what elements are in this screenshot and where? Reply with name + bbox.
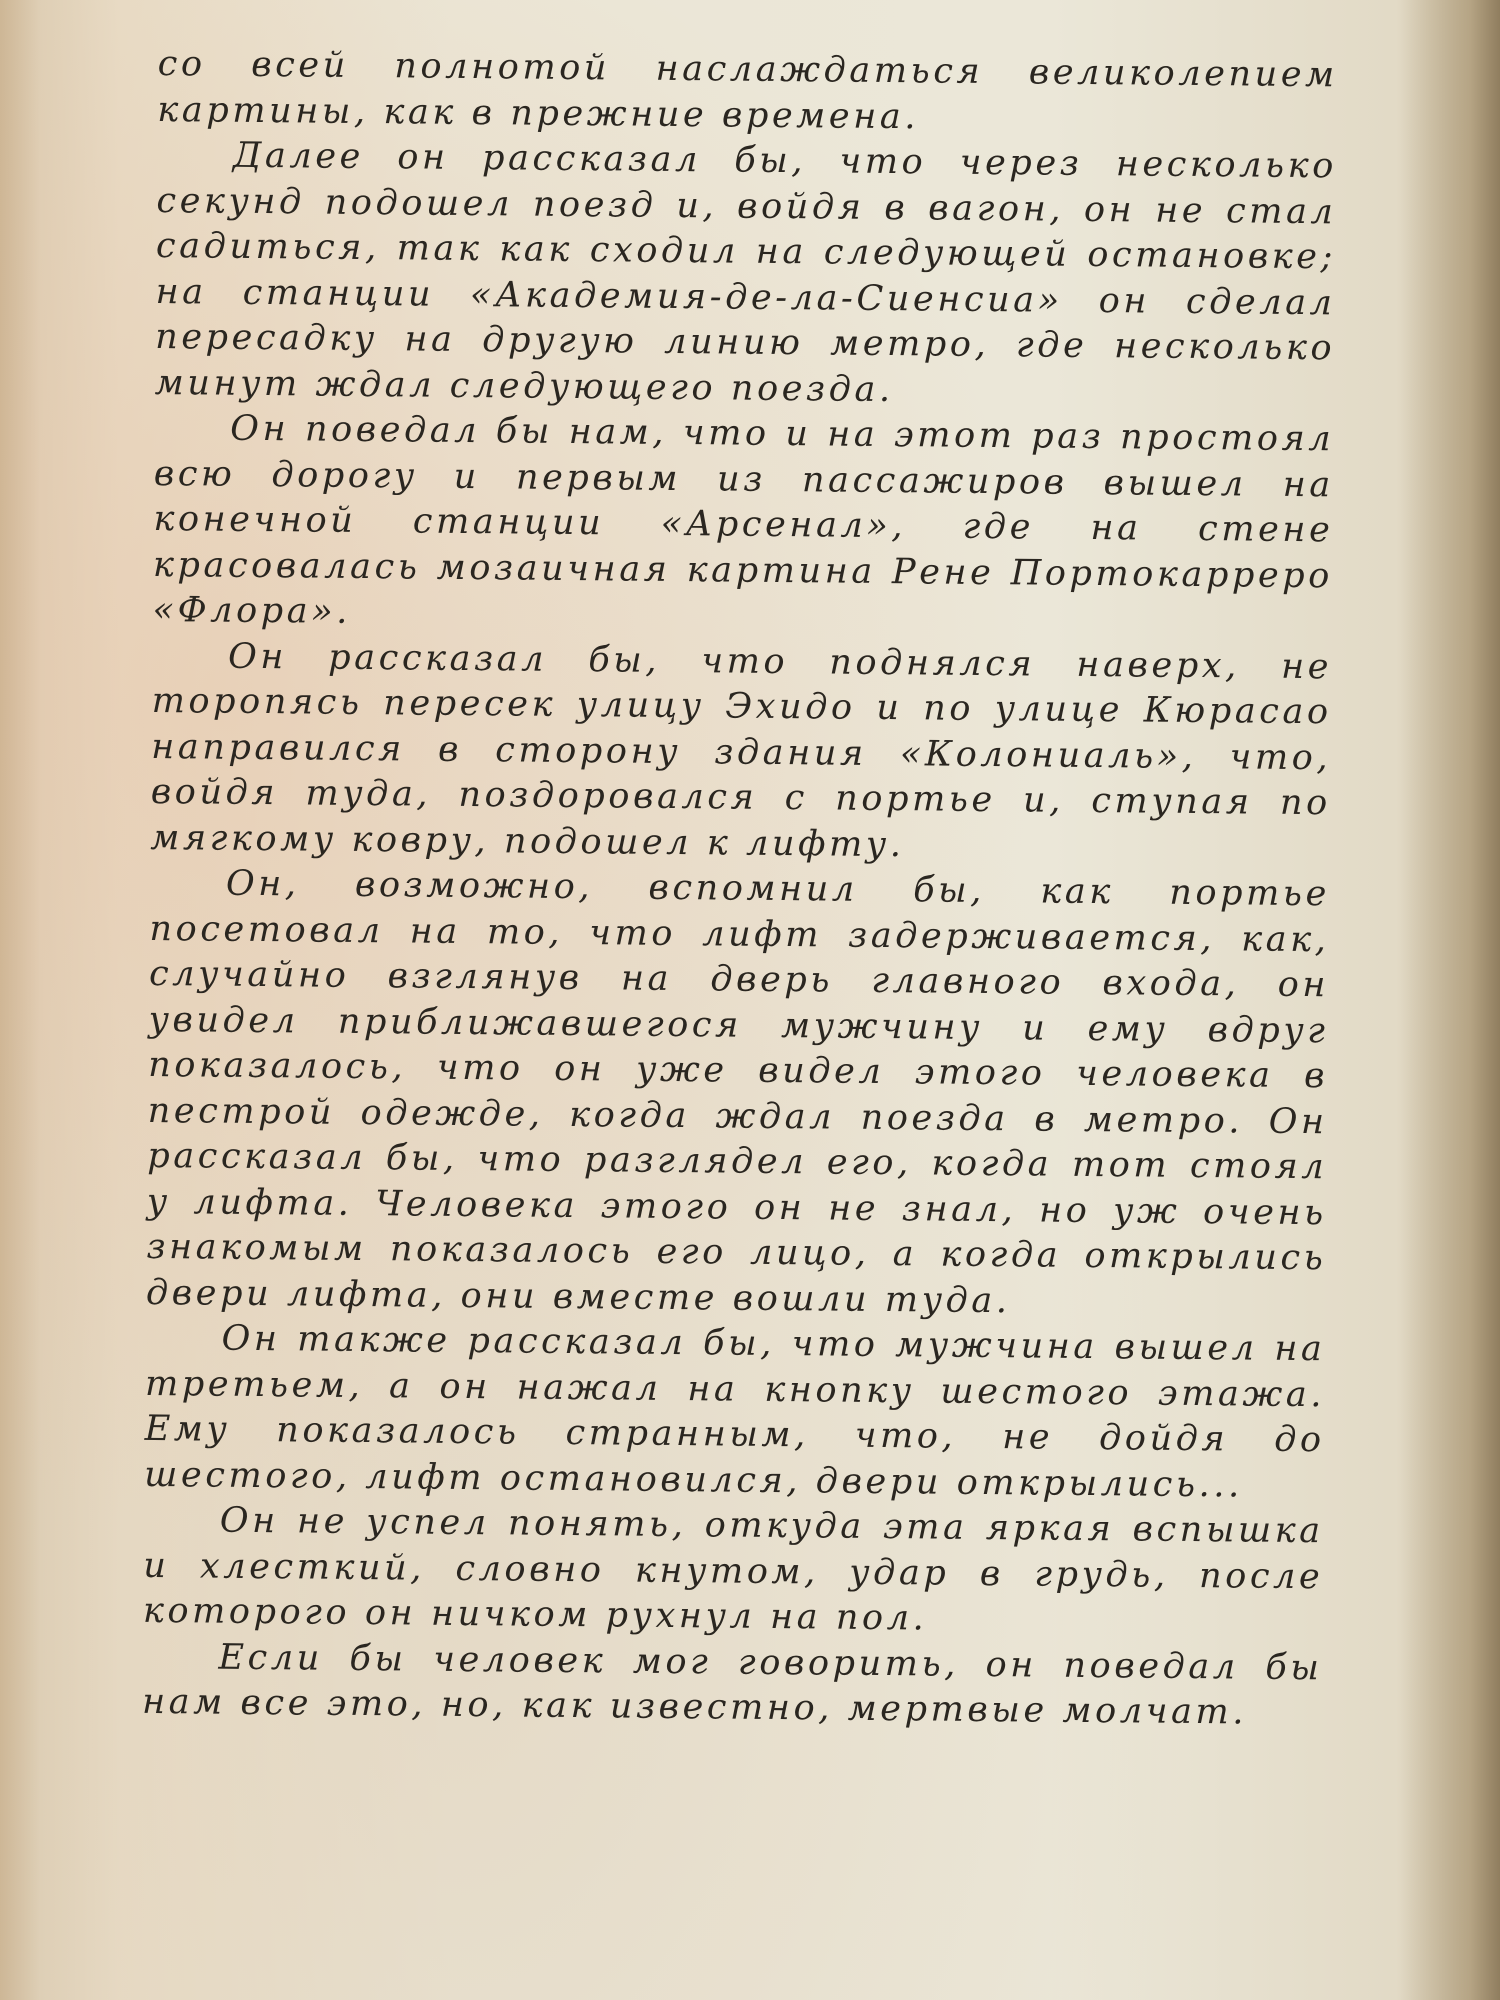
paragraph: Он поведал бы нам, что и на этот раз простоял всю дорогу и первым из пассажиров вышел на конечной станции «Арсенал», где на стене красовалась мозаичная картина Рене Портокарреро «Флора». (152, 408, 1335, 632)
paragraph: Он рассказал бы, что поднялся наверх, не торопясь пересек улицу Эхидо и по улице Кюрасао направился в сторону здания «Колониаль», что, войдя туда, поздоровался с портье и, ступая по мягкому ковру, подошел к лифту. (150, 636, 1333, 865)
paragraph: Он не успел понять, откуда эта яркая вспышка и хлесткий, словно кнутом, удар в грудь, после которого он ничком рухнул на пол. (142, 1500, 1324, 1639)
paragraph: Далее он рассказал бы, что через несколько секунд подошел поезд и, войдя в вагон, он не стал садиться, так как сходил на следующей остановке; на станции «Академия-де-ла-Сиенсиа» он сделал пересадку на другую линию метро, где несколько минут ждал следующего поезда. (154, 135, 1338, 410)
paragraph: Он, возможно, вспомнил бы, как портье посетовал на то, что лифт задерживается, как, случайно взглянув на дверь главного входа, он увидел приближавшегося мужчину и ему вдруг показалось, что он уже видел этого человека в пестрой одежде, когда ждал поезда в метро. Он рассказал бы, что разглядел его, когда тот стоял у лифта. Человека этого он не знал, но уж очень знакомым показалось его лицо, а когда открылись двери лифта, они вместе вошли туда. (145, 863, 1331, 1321)
paragraph-final: Если бы человек мог говорить, он поведал бы нам все это, но, как известно, мертвые молчат. (141, 1637, 1323, 1733)
page-text (142, 42, 1338, 1737)
paragraph-continuation: со всей полнотой наслаждаться великолепием картины, как в прежние времена. (157, 43, 1338, 137)
page-left-edge (0, 0, 40, 2000)
book-spine-shadow (1400, 0, 1500, 2000)
paragraph: Он также рассказал бы, что мужчина вышел на третьем, а он нажал на кнопку шестого этажа. Ему показалось странным, что, не дойдя до шестого, лифт остановился, двери открылись... (144, 1318, 1326, 1505)
